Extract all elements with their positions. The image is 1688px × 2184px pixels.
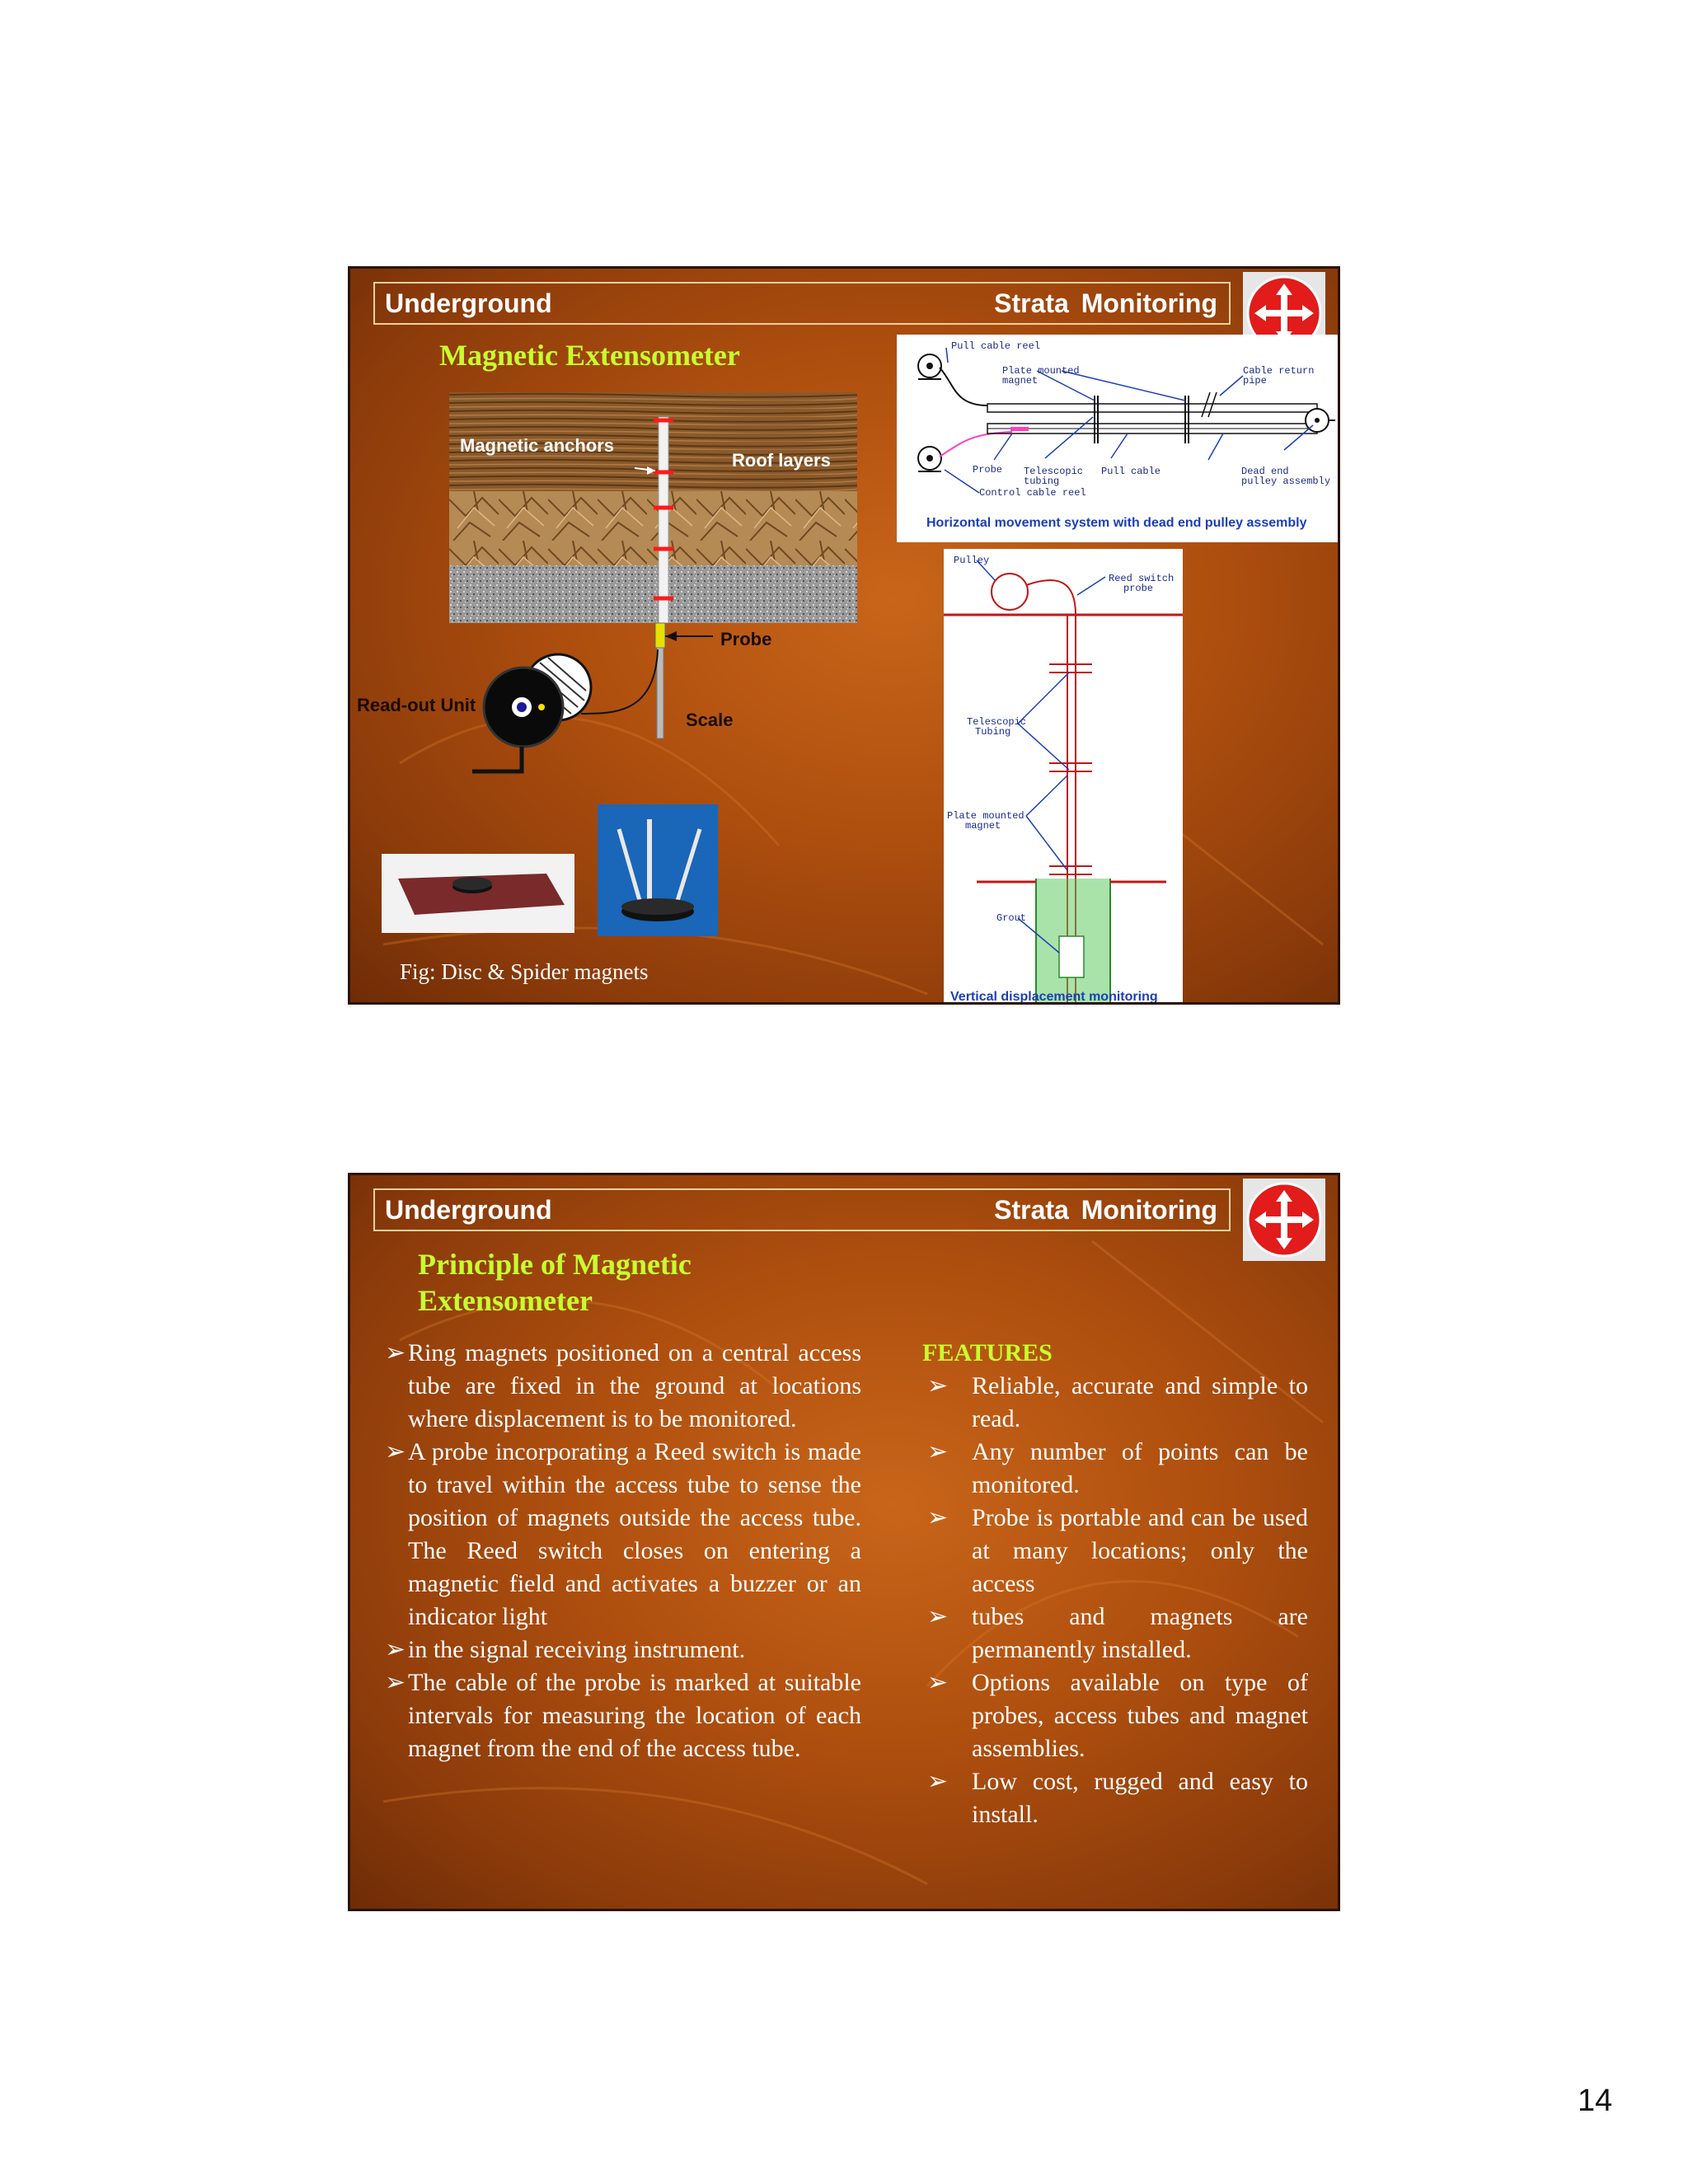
spider-magnet-icon: [598, 804, 718, 936]
list-item: ➢ Any number of points can be monitored.: [922, 1436, 1308, 1502]
arrow-bullet-icon: ➢: [927, 1603, 949, 1630]
telescopic-tubing-label-2: tubing: [1024, 476, 1060, 487]
plate-mounted-v-label-1: Plate mounted: [947, 810, 1025, 822]
strata-figure: [449, 392, 861, 623]
header-right-2: Strata Monitoring: [994, 1195, 1217, 1225]
probe: [655, 623, 665, 648]
vertical-diagram-panel: [944, 549, 1183, 1005]
plate-mounted-magnet-label-1: Plate mounted: [1002, 365, 1080, 377]
reed-switch-label-1: Reed switch: [1109, 573, 1175, 584]
scale: [657, 648, 663, 738]
scale-label: Scale: [686, 710, 734, 730]
cable-return-pipe-label-2: pipe: [1243, 375, 1267, 387]
list-item: ➢ Options available on type of probes, access tubes and magnet assemblies.: [922, 1666, 1308, 1765]
dead-end-pulley-label-2: pulley assembly: [1241, 476, 1331, 487]
list-item: ➢ Probe is portable and can be used at many locations; only the access: [922, 1502, 1308, 1601]
reed-switch-label-2: probe: [1123, 583, 1154, 594]
probe-diagram-label: Probe: [973, 464, 1003, 476]
plate-mounted-v-label-2: magnet: [965, 820, 1001, 832]
list-item: ➢ Reliable, accurate and simple to read.: [922, 1370, 1308, 1436]
arrows-logo-icon: [1243, 1179, 1325, 1261]
arrow-bullet-icon: ➢: [385, 1438, 406, 1465]
header-right: Strata Monitoring: [994, 288, 1217, 318]
slide-title: Magnetic Extensometer: [439, 339, 740, 372]
list-item: ➢ tubes and magnets are permanently installed.: [922, 1601, 1308, 1666]
roof-layer-rock: [449, 491, 857, 565]
title-line-1: Principle of Magnetic: [418, 1248, 692, 1281]
arrow-bullet-icon: ➢: [927, 1504, 949, 1531]
horizontal-diagram-panel: [897, 335, 1339, 542]
arrow-bullet-icon: ➢: [385, 1636, 406, 1663]
list-item: ➢ A probe incorporating a Reed switch is made to travel within the access tube to sense the position of magnets outside the access tube. The Reed switch closes on entering a magnetic field and activates a buzzer or an indicator light: [385, 1436, 861, 1633]
list-item: ➢ in the signal receiving instrument.: [385, 1633, 861, 1666]
header-left-2: Underground: [385, 1195, 552, 1225]
disc-magnet-icon: [382, 854, 574, 933]
arrow-bullet-icon: ➢: [927, 1669, 949, 1696]
list-item: ➢ Ring magnets positioned on a central access tube are fixed in the ground at locations where displacement is to be monitored.: [385, 1337, 861, 1436]
figure-caption: Fig: Disc & Spider magnets: [400, 959, 649, 984]
telescopic-tubing-label-1: Telescopic: [1024, 466, 1084, 477]
vertical-system-diagram: [944, 549, 1183, 1005]
list-item: ➢ Low cost, rugged and easy to install.: [922, 1765, 1308, 1831]
pulley-icon: [992, 574, 1028, 610]
arrow-bullet-icon: ➢: [385, 1339, 406, 1366]
pulley-label: Pulley: [954, 555, 990, 566]
dead-end-pulley-label-1: Dead end: [1241, 466, 1289, 477]
arrow-bullet-icon: ➢: [927, 1438, 949, 1465]
grout-label: Grout: [996, 912, 1027, 924]
list-item: ➢ The cable of the probe is marked at suitable intervals for measuring the location of each magnet from the end of the access tube.: [385, 1666, 861, 1765]
horizontal-diagram-caption: Horizontal movement system with dead end pulley assembly: [926, 516, 1307, 530]
control-cable-reel-label: Control cable reel: [979, 487, 1086, 499]
arrow-bullet-icon: ➢: [927, 1372, 949, 1399]
disc-magnet-photo: [382, 854, 574, 933]
slide-title-2: [418, 1246, 692, 1319]
header-left: Underground: [385, 288, 552, 318]
slide-header: [373, 282, 1231, 325]
features-heading: FEATURES: [922, 1339, 1053, 1366]
cable-return-pipe-label-1: Cable return: [1243, 365, 1315, 377]
slide-magnetic-extensometer: [348, 266, 1340, 1005]
slide-principle: [348, 1173, 1340, 1911]
page-number: 14: [1578, 2083, 1613, 2118]
logo-2: [1243, 1179, 1325, 1261]
readout-unit-label: Read-out Unit: [357, 695, 476, 715]
slide-header-2: [373, 1188, 1231, 1231]
telescopic-tubing-v-label-2: Tubing: [975, 726, 1011, 738]
telescopic-tubing-v-label-1: Telescopic: [967, 716, 1027, 728]
arrow-bullet-icon: ➢: [927, 1768, 949, 1795]
probe-label: Probe: [720, 629, 772, 649]
magnetic-anchors-label: Magnetic anchors: [460, 435, 615, 456]
access-tube: [659, 417, 668, 623]
pull-cable-reel-label: Pull cable reel: [951, 340, 1041, 352]
plate-mounted-magnet-label-2: magnet: [1002, 375, 1039, 387]
roof-layers-label: Roof layers: [732, 450, 831, 471]
spider-magnet-photo: [598, 804, 718, 936]
title-line-2: Extensometer: [418, 1284, 593, 1317]
vertical-diagram-caption: Vertical displacement monitoring: [950, 990, 1158, 1004]
arrow-bullet-icon: ➢: [385, 1669, 406, 1696]
features-list: [922, 1337, 1308, 1831]
pull-cable-label: Pull cable: [1101, 466, 1161, 477]
principle-list: [385, 1337, 861, 1765]
